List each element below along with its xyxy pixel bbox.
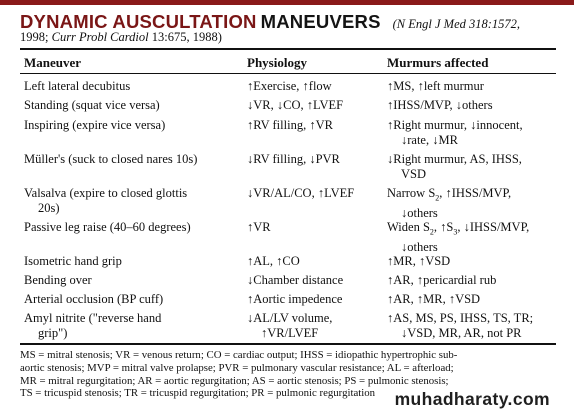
citation-journal: Curr Probl Cardiol — [51, 30, 149, 44]
maneuver-cell: Valsalva (expire to closed glottis 20s) — [24, 186, 188, 215]
citation-ref: 13:675, 1988) — [151, 30, 222, 44]
footnote-line: MS = mitral stenosis; VR = venous return; CO = cardiac output; IHSS = idiopathic hypertrophic sub- — [20, 349, 458, 361]
murmurs-cell: Widen $S_2$, $↑S_3$, ↓IHSS/MVP, ↓others — [387, 220, 530, 254]
physiology-cell: ↓AL/LV volume, ↑VR/LVEF — [247, 311, 333, 340]
maneuver-cell: Left lateral decubitus — [24, 79, 131, 93]
murmurs-cell: ↑Right murmur, ↓innocent, ↓rate, ↓MR — [387, 118, 523, 147]
maneuver-cell: Arterial occlusion (BP cuff) — [24, 292, 164, 306]
murmurs-cell: ↑MS, ↑left murmur — [387, 79, 484, 93]
citation-line-2 — [20, 30, 222, 45]
header-physiology: Physiology — [247, 55, 307, 70]
physiology-cell: ↑Exercise, ↑flow — [247, 79, 332, 93]
citation-line-1: (N Engl J Med 318:1572, — [392, 17, 521, 31]
footnote-line: MR = mitral regurgitation; AR = aortic regurgitation; AS = aortic stenosis; PS = pulmonic stenosis; — [20, 374, 449, 387]
murmurs-cell: ↓Right murmur, AS, IHSS, VSD — [387, 152, 522, 181]
physiology-cell: ↓Chamber distance — [247, 273, 344, 287]
site-watermark: muhadharaty.com — [394, 389, 550, 409]
maneuver-cell: Bending over — [24, 273, 92, 287]
title-main: MANEUVERS — [260, 11, 381, 32]
table-header-rule — [20, 73, 556, 74]
maneuver-cell: Passive leg raise (40–60 degrees) — [24, 220, 191, 234]
citation-year: 1998; — [20, 30, 49, 44]
maneuver-cell: Amyl nitrite ("reverse hand grip") — [24, 311, 162, 340]
murmurs-cell: ↑AR, ↑MR, ↑VSD — [387, 292, 481, 306]
maneuver-cell: Müller's (suck to closed nares 10s) — [24, 152, 198, 166]
table-top-rule — [20, 48, 556, 50]
maneuver-cell: Standing (squat vice versa) — [24, 98, 160, 112]
murmurs-cell: ↑AR, ↑pericardial rub — [387, 273, 497, 287]
murmurs-cell: ↑MR, ↑VSD — [387, 254, 451, 268]
maneuver-cell: Isometric hand grip — [24, 254, 122, 268]
physiology-cell: ↓RV filling, ↓PVR — [247, 152, 340, 166]
header-murmurs: Murmurs affected — [387, 55, 489, 70]
physiology-cell: ↓VR, ↓CO, ↑LVEF — [247, 98, 344, 112]
physiology-cell: ↑VR — [247, 220, 271, 234]
physiology-cell: ↓VR/AL/CO, ↑LVEF — [247, 186, 355, 200]
title-accent: DYNAMIC AUSCULTATION — [20, 11, 257, 32]
physiology-cell: ↑Aortic impedence — [247, 292, 343, 306]
physiology-cell: ↑AL, ↑CO — [247, 254, 300, 268]
maneuver-cell: Inspiring (expire vice versa) — [24, 118, 166, 132]
murmurs-cell: Narrow $S_2$, ↑IHSS/MVP, ↓others — [387, 186, 512, 220]
header-maneuver: Maneuver — [24, 55, 82, 70]
footnote-line: aortic stenosis; MVP = mitral valve prolapse; PVR = pulmonary vascular resistance; AL = afterload; — [20, 361, 454, 374]
murmurs-cell: ↑IHSS/MVP, ↓others — [387, 98, 493, 112]
table-bottom-rule — [20, 343, 556, 345]
physiology-cell: ↑RV filling, ↑VR — [247, 118, 333, 132]
footnote-line: TS = tricuspid stenosis; TR = tricuspid regurgitation; PR = pulmonic regurgitation — [20, 387, 376, 400]
murmurs-cell: ↑AS, MS, PS, IHSS, TS, TR; ↓VSD, MR, AR, not PR — [387, 311, 534, 340]
top-accent-bar — [0, 0, 574, 5]
